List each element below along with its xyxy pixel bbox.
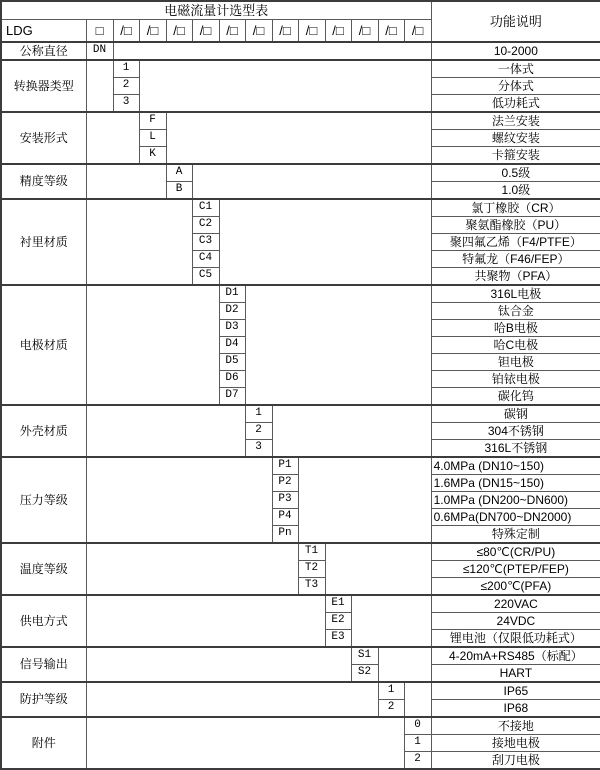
model-code-slash-box-cell: /□ — [113, 20, 139, 43]
model-code-slash-box-cell: /□ — [139, 20, 166, 43]
category-cell: 公称直径 — [1, 42, 86, 60]
left-filler-cell — [86, 647, 351, 682]
option-row — [1, 285, 600, 303]
desc-cell: 聚四氟乙烯（F4/PTFE） — [431, 234, 600, 251]
desc-cell: 1.0MPa (DN200~DN600) — [431, 492, 600, 509]
code-cell: C4 — [192, 251, 219, 268]
option-row — [1, 60, 600, 78]
right-filler-cell — [139, 60, 431, 112]
code-cell: F — [139, 112, 166, 130]
code-cell: S1 — [351, 647, 378, 665]
code-cell: 3 — [113, 95, 139, 113]
desc-cell: 4.0MPa (DN10~150) — [431, 457, 600, 475]
option-row — [1, 682, 600, 700]
code-cell: E2 — [325, 613, 351, 630]
category-cell: 温度等级 — [1, 543, 86, 595]
model-code-box-cell: □ — [86, 20, 113, 43]
code-cell: D3 — [219, 320, 245, 337]
option-row — [1, 199, 600, 217]
left-filler-cell — [86, 60, 113, 112]
code-cell: D7 — [219, 388, 245, 406]
option-row — [1, 405, 600, 423]
code-cell: D1 — [219, 285, 245, 303]
table-title: 电磁流量计选型表 — [1, 1, 431, 20]
category-cell: 转换器类型 — [1, 60, 86, 112]
left-filler-cell — [86, 595, 325, 647]
desc-cell: 316L电极 — [431, 285, 600, 303]
right-filler-cell — [192, 164, 431, 199]
desc-cell: 220VAC — [431, 595, 600, 613]
left-filler-cell — [86, 112, 139, 164]
desc-cell: 304不锈钢 — [431, 423, 600, 440]
code-cell: A — [166, 164, 192, 182]
desc-cell: 锂电池（仅限低功耗式） — [431, 630, 600, 648]
desc-cell: 24VDC — [431, 613, 600, 630]
left-filler-cell — [86, 457, 272, 543]
left-filler-cell — [86, 405, 245, 457]
desc-cell: 316L不锈钢 — [431, 440, 600, 458]
model-code-slash-box-cell: /□ — [219, 20, 245, 43]
right-filler-cell — [219, 199, 431, 285]
desc-cell: 1.6MPa (DN15~150) — [431, 475, 600, 492]
model-code-slash-box-cell: /□ — [325, 20, 351, 43]
title-row — [1, 1, 600, 20]
desc-cell: 聚氨酯橡胶（PU） — [431, 217, 600, 234]
category-cell: 供电方式 — [1, 595, 86, 647]
code-cell: 1 — [404, 735, 431, 752]
option-row — [1, 42, 600, 60]
desc-cell: 哈B电极 — [431, 320, 600, 337]
code-cell: P3 — [272, 492, 298, 509]
left-filler-cell — [86, 285, 219, 405]
code-cell: 2 — [378, 700, 404, 718]
code-cell: D6 — [219, 371, 245, 388]
desc-cell: HART — [431, 665, 600, 683]
desc-cell: 卡箍安装 — [431, 147, 600, 165]
option-row — [1, 543, 600, 561]
desc-cell: 0.5级 — [431, 164, 600, 182]
model-code-slash-box-cell: /□ — [298, 20, 325, 43]
model-code-slash-box-cell: /□ — [404, 20, 431, 43]
option-row — [1, 457, 600, 475]
ldg-label: LDG — [1, 20, 86, 43]
category-cell: 电极材质 — [1, 285, 86, 405]
code-cell: D5 — [219, 354, 245, 371]
desc-cell: 钽电极 — [431, 354, 600, 371]
code-cell: T2 — [298, 561, 325, 578]
desc-cell: 哈C电极 — [431, 337, 600, 354]
desc-cell: 特氟龙（F46/FEP） — [431, 251, 600, 268]
code-cell: C3 — [192, 234, 219, 251]
desc-cell: 0.6MPa(DN700~DN2000) — [431, 509, 600, 526]
function-column-header: 功能说明 — [431, 1, 600, 42]
desc-cell: 碳钢 — [431, 405, 600, 423]
desc-cell: ≤120℃(PTEP/FEP) — [431, 561, 600, 578]
desc-cell: 钛合金 — [431, 303, 600, 320]
code-cell: B — [166, 182, 192, 200]
model-code-slash-box-cell: /□ — [272, 20, 298, 43]
code-cell: 1 — [245, 405, 272, 423]
right-filler-cell — [378, 647, 431, 682]
code-cell: E1 — [325, 595, 351, 613]
model-code-slash-box-cell: /□ — [166, 20, 192, 43]
code-cell: D2 — [219, 303, 245, 320]
code-cell: 2 — [113, 78, 139, 95]
right-filler-cell — [325, 543, 431, 595]
option-row — [1, 164, 600, 182]
code-cell: K — [139, 147, 166, 165]
code-cell: Pn — [272, 526, 298, 544]
option-row — [1, 717, 600, 735]
code-cell: L — [139, 130, 166, 147]
code-cell: 3 — [245, 440, 272, 458]
desc-cell: IP65 — [431, 682, 600, 700]
category-cell: 衬里材质 — [1, 199, 86, 285]
code-cell: 1 — [113, 60, 139, 78]
desc-cell: 螺纹安装 — [431, 130, 600, 147]
desc-cell: ≤80℃(CR/PU) — [431, 543, 600, 561]
right-filler-cell — [245, 285, 431, 405]
code-cell: E3 — [325, 630, 351, 648]
model-code-slash-box-cell: /□ — [351, 20, 378, 43]
category-cell: 压力等级 — [1, 457, 86, 543]
option-row — [1, 595, 600, 613]
code-cell: P1 — [272, 457, 298, 475]
category-cell: 附件 — [1, 717, 86, 769]
category-cell: 安装形式 — [1, 112, 86, 164]
desc-cell: 一体式 — [431, 60, 600, 78]
right-filler-cell — [113, 42, 431, 60]
model-code-slash-box-cell: /□ — [192, 20, 219, 43]
desc-cell: 4-20mA+RS485（标配） — [431, 647, 600, 665]
desc-cell: 不接地 — [431, 717, 600, 735]
code-cell: C5 — [192, 268, 219, 286]
desc-cell: 法兰安装 — [431, 112, 600, 130]
desc-cell: 接地电极 — [431, 735, 600, 752]
code-cell: T1 — [298, 543, 325, 561]
left-filler-cell — [86, 682, 378, 717]
desc-cell: 特殊定制 — [431, 526, 600, 544]
desc-cell: 氯丁橡胶（CR） — [431, 199, 600, 217]
right-filler-cell — [404, 682, 431, 717]
code-cell: 1 — [378, 682, 404, 700]
left-filler-cell — [86, 199, 192, 285]
desc-cell: 低功耗式 — [431, 95, 600, 113]
code-cell: P2 — [272, 475, 298, 492]
option-row — [1, 647, 600, 665]
code-cell: S2 — [351, 665, 378, 683]
code-cell: DN — [86, 42, 113, 60]
code-cell: C2 — [192, 217, 219, 234]
code-cell: P4 — [272, 509, 298, 526]
code-cell: 0 — [404, 717, 431, 735]
category-cell: 外壳材质 — [1, 405, 86, 457]
right-filler-cell — [298, 457, 431, 543]
model-code-slash-box-cell: /□ — [378, 20, 404, 43]
left-filler-cell — [86, 164, 166, 199]
desc-cell: 铂铱电极 — [431, 371, 600, 388]
category-cell: 防护等级 — [1, 682, 86, 717]
right-filler-cell — [351, 595, 431, 647]
left-filler-cell — [86, 717, 404, 769]
desc-cell: 1.0级 — [431, 182, 600, 200]
option-row — [1, 112, 600, 130]
category-cell: 精度等级 — [1, 164, 86, 199]
left-filler-cell — [86, 543, 298, 595]
desc-cell: 10-2000 — [431, 42, 600, 60]
code-cell: 2 — [404, 752, 431, 770]
code-cell: 2 — [245, 423, 272, 440]
code-cell: T3 — [298, 578, 325, 596]
code-cell: C1 — [192, 199, 219, 217]
desc-cell: 共聚物（PFA） — [431, 268, 600, 286]
right-filler-cell — [272, 405, 431, 457]
right-filler-cell — [166, 112, 431, 164]
desc-cell: ≤200℃(PFA) — [431, 578, 600, 596]
desc-cell: IP68 — [431, 700, 600, 718]
category-cell: 信号输出 — [1, 647, 86, 682]
desc-cell: 分体式 — [431, 78, 600, 95]
desc-cell: 刮刀电极 — [431, 752, 600, 770]
model-code-slash-box-cell: /□ — [245, 20, 272, 43]
code-cell: D4 — [219, 337, 245, 354]
desc-cell: 碳化钨 — [431, 388, 600, 406]
